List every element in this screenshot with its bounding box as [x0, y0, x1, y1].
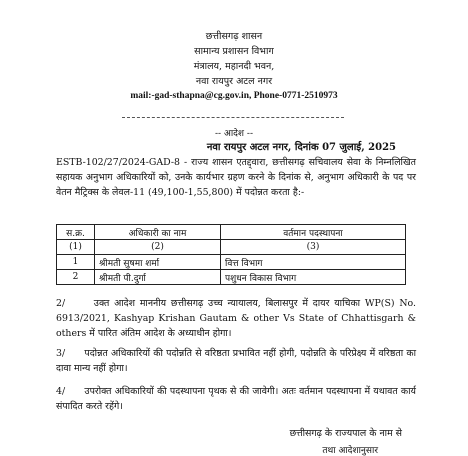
- table-header-row: [57, 225, 406, 240]
- ministry-address: मंत्रालय, महानदी भवन,: [193, 61, 275, 72]
- state-government-heading: छत्तीसगढ़ शासन: [205, 31, 263, 42]
- table-cell: 1: [57, 255, 95, 270]
- table-header-cell: अधिकारी का नाम: [95, 225, 221, 240]
- signature-line-2: तथा आदेशानुसार: [322, 446, 378, 456]
- department-heading: सामान्य प्रशासन विभाग: [194, 46, 274, 57]
- header-divider: [122, 117, 344, 118]
- table-cell: श्रीमती पी.दुर्गा: [95, 270, 221, 285]
- table-cell: (3): [221, 240, 406, 255]
- contact-line: mail:-gad-sthapna@cg.gov.in, Phone-0771-2510973: [130, 91, 338, 101]
- table-cell: वित्त विभाग: [221, 255, 406, 270]
- intro-paragraph: ESTB-102/27/2024-GAD-8 - राज्य शासन एतद्द्वारा, छत्तीसगढ़ सचिवालय सेवा के निम्नलिखित सहायक अनुभाग अधिकारियों को, उनके कार्यभार ग्रहण करने के दिनांक से, अनुभाग अधिकारी के पद पर वेतन मैट्रिक्स के लेवल-11 (49,100-1,55,800) में पदोन्नत करता है:-: [56, 157, 416, 198]
- city-address: नवा रायपुर अटल नगर: [195, 76, 273, 87]
- paragraph-4: 4/ उपरोक्त अधिकारियों की पदस्थापना पृथक से की जावेगी। अतः वर्तमान पदस्थापना में यथावत कार्य संपादित करते रहेंगे।: [56, 386, 419, 412]
- signature-line-1: छत्तीसगढ़ के राज्यपाल के नाम से: [289, 428, 402, 439]
- table-cell: (2): [95, 240, 221, 255]
- table-cell: श्रीमती सुषमा शर्मा: [95, 255, 221, 270]
- table-numbering-row: [57, 240, 406, 255]
- paragraph-2: 2/ उक्त आदेश माननीय छत्तीसगढ़ उच्च न्यायालय, बिलासपुर में दायर याचिका WP(S) No. 6913/2021, Kashyap Krishan Gautam & other Vs State of Chhattisgarh & others में पारित अंतिम आदेश के अध्याधीन होगा।: [56, 298, 419, 339]
- place-date: नवा रायपुर अटल नगर, दिनांक 07 जुलाई, 2025: [206, 142, 396, 153]
- table-header-cell: स.क्र.: [57, 225, 95, 240]
- table-cell: 2: [57, 270, 95, 285]
- table-row: [57, 255, 406, 270]
- paragraph-3: 3/ पदोन्नत अधिकारियों की पदोन्नति से वरिष्ठता प्रभावित नहीं होगी, पदोन्नति के परिप्रेक्ष्य में वरिष्ठता का दावा मान्य नहीं होगा।: [56, 348, 419, 374]
- officers-table: [56, 224, 406, 285]
- table-header-cell: वर्तमान पदस्थापना: [221, 225, 406, 240]
- table-cell: पशुधन विकास विभाग: [221, 270, 406, 285]
- table-cell: (1): [57, 240, 95, 255]
- order-title: -- आदेश --: [215, 129, 253, 139]
- table-row: [57, 270, 406, 285]
